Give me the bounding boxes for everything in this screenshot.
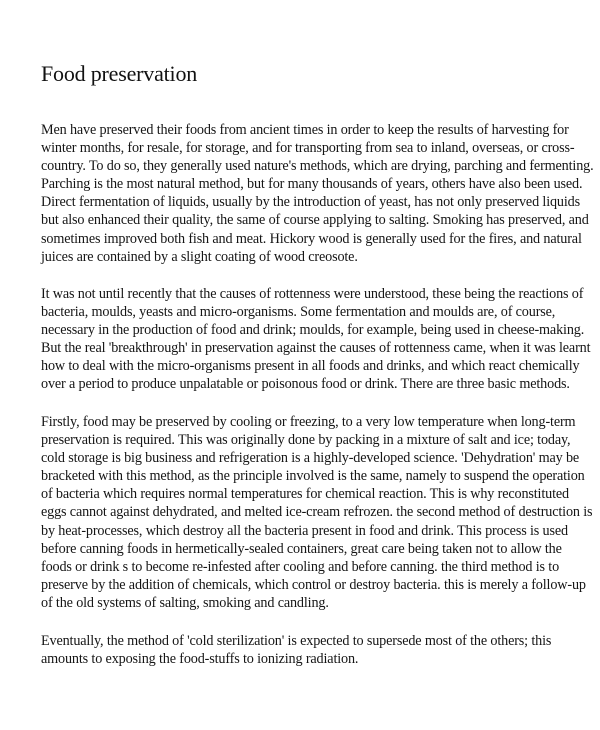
text-line: But the real 'breakthrough' in preservation against the causes of rottenness came, when it was learnt bbox=[41, 340, 591, 357]
text-line: sometimes improved both fish and meat. Hickory wood is generally used for the fires, and natural bbox=[41, 230, 582, 247]
text-line: before canning foods in hermetically-sealed containers, great care being taken not to allow the bbox=[41, 540, 562, 557]
text-line: by heat-processes, which destroy all the bacteria present in food and drink. This process is used bbox=[41, 522, 568, 539]
text-line: Direct fermentation of liquids, usually by the introduction of yeast, has not only preserved liquids bbox=[41, 194, 580, 211]
paragraph-intro bbox=[41, 121, 594, 266]
text-line: Parching is the most natural method, but for many thousands of years, others have also been used. bbox=[41, 176, 583, 193]
text-line: Men have preserved their foods from ancient times in order to keep the results of harvesting for bbox=[41, 122, 569, 138]
text-line: eggs cannot against dehydrated, and melted ice-cream refrozen. the second method of destruction is bbox=[41, 504, 593, 521]
text-line: preservation is required. This was originally done by packing in a mixture of salt and ice; today, bbox=[41, 432, 571, 449]
text-line: of bacteria which requires normal temperatures for chemical reaction. This is why reconstituted bbox=[41, 486, 569, 503]
text-line: amounts to exposing the food-stuffs to ionizing radiation. bbox=[41, 651, 359, 668]
text-line: country. To do so, they generally used nature's methods, which are drying, parching and fermenting. bbox=[41, 158, 594, 175]
text-line: juices are contained by a slight coating of wood creosote. bbox=[41, 248, 358, 265]
text-line: foods or drink s to become re-infested after cooling and before canning. the third method is to bbox=[41, 558, 560, 575]
text-line: winter months, for resale, for storage, and for transporting from sea to inland, overseas, or cross- bbox=[41, 140, 575, 157]
text-line: necessary in the production of food and drink; moulds, for example, being used in cheese-making. bbox=[41, 322, 585, 339]
text-line: but also enhanced their quality, the same of course applying to salting. Smoking has preserved, and bbox=[41, 212, 589, 229]
text-line: of the old systems of salting, smoking and candling. bbox=[41, 594, 329, 611]
text-line: Firstly, food may be preserved by cooling or freezing, to a very low temperature when long-term bbox=[41, 414, 576, 430]
page-title: Food preservation bbox=[41, 61, 198, 86]
paragraph-causes bbox=[41, 285, 591, 394]
paragraph-methods bbox=[41, 413, 593, 612]
text-line: preserve by the addition of chemicals, which control or destroy bacteria. this is merely a follow-up bbox=[41, 576, 586, 593]
text-line: cold storage is big business and refrigeration is a highly-developed science. 'Dehydration' may be bbox=[41, 450, 580, 467]
text-line: It was not until recently that the causes of rottenness were understood, these being the reactions of bbox=[41, 286, 584, 302]
text-line: bracketed with this method, as the principle involved is the same, namely to suspend the operation bbox=[41, 468, 585, 485]
text-line: over a period to produce unpalatable or poisonous food or drink. There are three basic methods. bbox=[41, 376, 570, 393]
text-line: bacteria, moulds, yeasts and micro-organisms. Some fermentation and moulds are, of course, bbox=[41, 304, 556, 321]
paragraph-conclusion bbox=[41, 632, 561, 668]
text-line: how to deal with the micro-organisms present in all foods and drinks, and which react chemically bbox=[41, 358, 580, 375]
text-line: Eventually, the method of 'cold sterilization' is expected to supersede most of the others; this bbox=[41, 633, 552, 649]
